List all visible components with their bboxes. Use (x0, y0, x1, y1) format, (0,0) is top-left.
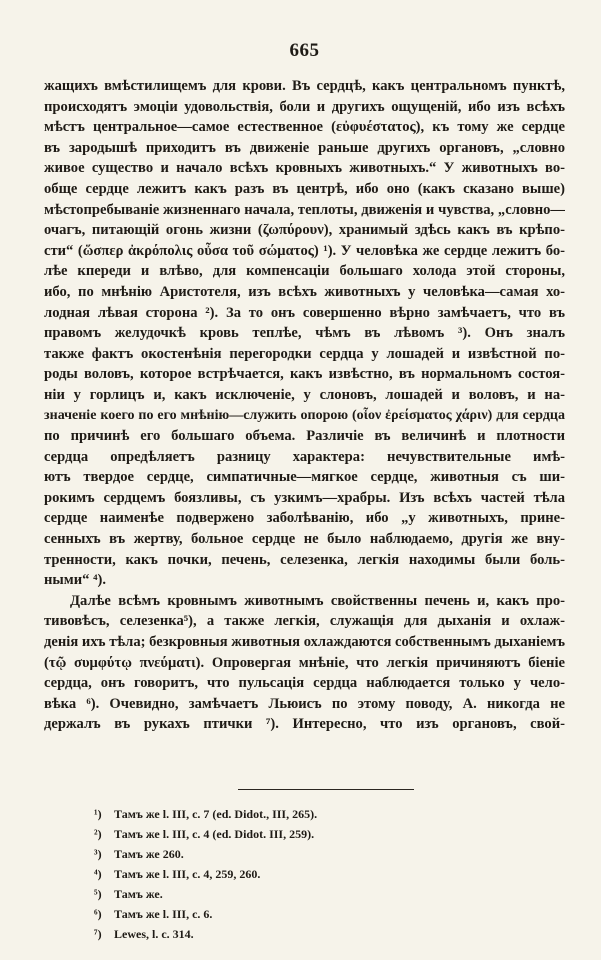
footnotes (94, 804, 565, 944)
text-line: лодная лѣвая сторона ²). За то онъ совершенно вѣрно замѣчаетъ, что въ (44, 304, 565, 321)
footnote (94, 864, 565, 884)
footnote (94, 804, 565, 824)
paragraph (44, 76, 565, 591)
footnote (94, 844, 565, 864)
text-line: Далѣе всѣмъ кровнымъ животнымъ свойственны печень и, какъ про- (70, 592, 565, 609)
footnote-number: ⁵) (94, 887, 102, 901)
footnote-number: ²) (94, 827, 102, 841)
footnote-text: Тамъ же l. III, c. 7 (ed. Didot., III, 265). (114, 807, 318, 821)
text-line: сти“ (ὥσπερ ἀκρόπολις οὖσα τοῦ σώματος) ¹). У человѣка же сердце лежитъ бо- (44, 242, 565, 259)
footnote-number: ¹) (94, 807, 102, 821)
text-line: сердца опредѣляетъ разницу характера: нечувствительные имѣ- (44, 448, 565, 465)
text-line: лѣе кпереди и влѣво, для компенсаціи большаго холода этой стороны, (44, 263, 565, 280)
footnote-text: Тамъ же l. III, c. 4, 259, 260. (114, 867, 261, 881)
paragraph (44, 591, 565, 735)
text-line: обще сердце лежитъ какъ разъ въ центрѣ, ибо оно (какъ сказано выше) (44, 180, 565, 197)
text-line: ютъ твердое сердце, симпатичные—мягкое сердце, животныя съ ши- (44, 469, 565, 486)
footnote-number: ⁶) (94, 907, 102, 921)
footnote-number: ⁴) (94, 867, 102, 881)
text-line: въ зародышѣ приходитъ въ движеніе раньше другихъ органовъ, „словно (44, 139, 565, 156)
text-line: ибо, по мнѣнію Аристотеля, изъ всѣхъ животныхъ у человѣка—самая хо- (44, 283, 565, 300)
footnote (94, 904, 565, 924)
text-line: сенныхъ въ жертву, больное сердце не было наблюдаемо, другія же вну- (44, 531, 565, 548)
text-line: жащихъ вмѣстилищемъ для крови. Въ сердцѣ, какъ центральномъ пунктѣ, (44, 78, 565, 94)
footnote-text: Тамъ же l. III, c. 4 (ed. Didot. III, 259). (114, 827, 315, 841)
text-line: денія ихъ тѣла; безкровныя животныя охлаждаются собственнымъ дыханіемъ (44, 634, 565, 651)
text-line: мѣстъ центральное—самое естественное (εὐφυέστατος), къ тому же сердце (44, 119, 565, 136)
footnote-number: ³) (94, 847, 102, 861)
footnote-text: Тамъ же. (114, 887, 163, 901)
text-line: (τῷ συμφύτῳ πνεύματι). Опровергая мнѣніе, что легкія причиняютъ біеніе (44, 654, 565, 671)
text-line: живое существо и начало всѣхъ кровныхъ животныхъ.“ У животныхъ во- (44, 160, 565, 177)
text-line: значеніе коего по его мнѣнію—служить опорою (οἷον ἐρείσματος χάριν) для сердца (44, 407, 565, 423)
text-line: мѣстопребываніе жизненнаго начала, теплоты, движенія и чувства, „словно— (44, 201, 565, 218)
text-line: сердца, онъ говоритъ, что пульсація сердца наблюдается только у чело- (44, 675, 565, 692)
footnote (94, 884, 565, 904)
footnote-text: Тамъ же l. III, c. 6. (114, 907, 213, 921)
footnote (94, 924, 565, 944)
footnote (94, 824, 565, 844)
body-text (44, 76, 565, 735)
text-line: вѣка ⁶). Очевидно, замѣчаетъ Льюисъ по этому поводу, А. никогда не (44, 695, 565, 712)
text-line: роды воловъ, которое встрѣчается, какъ извѣстно, въ нормальномъ состоя- (44, 366, 565, 383)
footnote-text: Тамъ же 260. (114, 847, 184, 861)
text-line: тренности, какъ почки, печень, селезенка, легкія находимы были боль- (44, 551, 565, 568)
text-line: также фактъ окостенѣнія перегородки сердца у лошадей и извѣстной по- (44, 345, 565, 362)
text-line: ніи у горлицъ и, какъ исключеніе, у слоновъ, лошадей и воловъ, и на- (44, 386, 565, 403)
text-line: по причинѣ его большаго объема. Различіе въ величинѣ и плотности (44, 428, 565, 445)
text-line: держалъ въ рукахъ птички ⁷). Интересно, что изъ органовъ, свой- (44, 716, 565, 733)
text-line: очагъ, питающій огонь жизни (ζωπύρουν), хранимый здѣсь какъ въ крѣпо- (44, 222, 565, 239)
text-line: происходятъ эмоціи удовольствія, боли и другихъ ощущеній, ибо изъ всѣхъ (44, 98, 565, 115)
text-line: сердце наименѣе подвержено заболѣванію, ибо „у животныхъ, прине- (44, 510, 565, 527)
text-line: рокимъ сердцемъ боязливы, съ узкимъ—храбры. Изъ всѣхъ частей тѣла (44, 489, 565, 506)
footnote-text: Lewes, l. c. 314. (114, 927, 194, 941)
text-line: правомъ желудочкѣ кровь теплѣе, чѣмъ въ лѣвомъ ³). Онъ зналъ (44, 325, 565, 342)
footnote-divider (238, 789, 414, 790)
page-number: 665 (289, 40, 320, 61)
footnote-number: ⁷) (94, 927, 102, 941)
text-line: тивовѣсъ, селезенка⁵), а также легкія, служащія для дыханія и охлаж- (44, 613, 565, 630)
text-line: ными“ ⁴). (44, 572, 106, 589)
